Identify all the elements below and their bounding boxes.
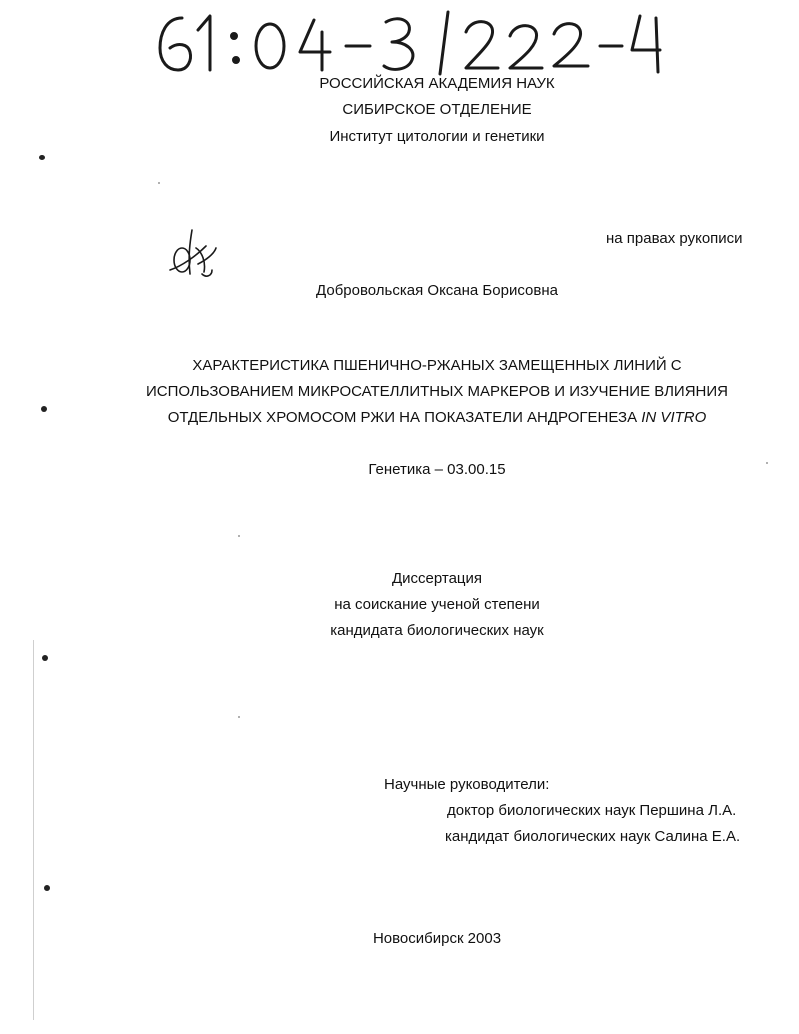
specialty: Генетика – 03.00.15 bbox=[368, 461, 506, 478]
thesis-title-line-3-text: ОТДЕЛЬНЫХ ХРОМОСОМ РЖИ НА ПОКАЗАТЕЛИ АНДРОГЕНЕЗА bbox=[167, 409, 642, 426]
supervisor-1: доктор биологических наук Першина Л.А. bbox=[447, 802, 737, 819]
academy-name: РОССИЙСКАЯ АКАДЕМИЯ НАУК bbox=[319, 75, 555, 92]
scan-speck bbox=[238, 535, 240, 537]
thesis-title-line-3 bbox=[0, 409, 799, 427]
institute-name: Институт цитологии и генетики bbox=[329, 128, 545, 145]
scan-speck bbox=[238, 716, 240, 718]
scan-speck bbox=[766, 462, 768, 464]
supervisor-2: кандидат биологических наук Салина Е.А. bbox=[445, 828, 741, 845]
degree-line-1: Диссертация bbox=[391, 570, 483, 587]
thesis-title-line-2: ИСПОЛЬЗОВАНИЕМ МИКРОСАТЕЛЛИТНЫХ МАРКЕРОВ И ИЗУЧЕНИЕ ВЛИЯНИЯ bbox=[146, 383, 728, 400]
handwritten-signature-icon bbox=[162, 226, 222, 286]
scan-speck bbox=[158, 182, 160, 184]
degree-line-2: на соискание ученой степени bbox=[334, 596, 540, 613]
thesis-title-in-vitro: IN VITRO bbox=[641, 409, 707, 426]
author-name: Добровольская Оксана Борисовна bbox=[316, 282, 558, 299]
branch-name: СИБИРСКОЕ ОТДЕЛЕНИЕ bbox=[342, 101, 532, 118]
scan-speck bbox=[41, 406, 47, 412]
scan-speck bbox=[44, 885, 50, 891]
place-and-year: Новосибирск 2003 bbox=[372, 930, 502, 947]
degree-line-3: кандидата биологических наук bbox=[330, 622, 544, 639]
handwritten-archive-code bbox=[148, 4, 668, 76]
thesis-title-line-1: ХАРАКТЕРИСТИКА ПШЕНИЧНО-РЖАНЫХ ЗАМЕЩЕННЫХ ЛИНИЙ С bbox=[192, 357, 682, 374]
scan-margin-line bbox=[33, 640, 34, 1020]
scan-speck bbox=[39, 155, 45, 160]
supervisors-heading: Научные руководители: bbox=[384, 776, 550, 793]
scan-speck bbox=[42, 655, 48, 661]
rights-note: на правах рукописи bbox=[606, 230, 743, 247]
